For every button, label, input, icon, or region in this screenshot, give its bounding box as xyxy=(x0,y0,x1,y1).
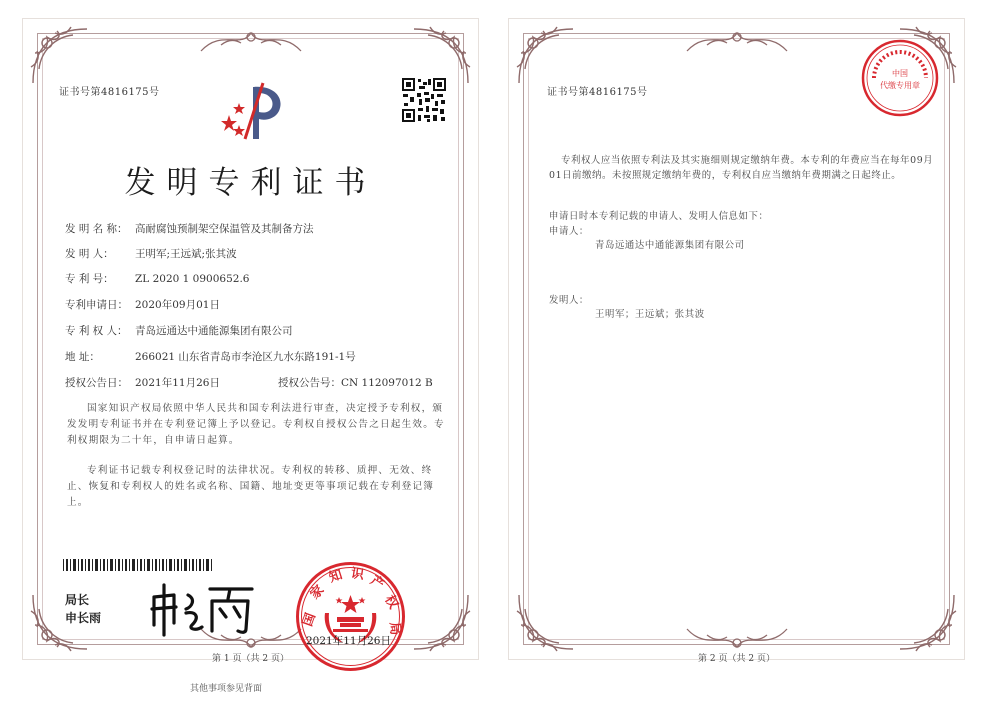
svg-text:中国: 中国 xyxy=(892,69,908,78)
legal-status-paragraph: 专利证书记载专利权登记时的法律状况。专利权的转移、质押、无效、终止、恢复和专利权人的姓名或名称、国籍、地址变更等事项记载在专利登记簿上。 xyxy=(67,465,434,508)
inventor-value: 王明军；王远斌；张其波 xyxy=(595,309,705,320)
field-value: CN 112097012 B xyxy=(341,377,433,389)
field-label: 地 址： xyxy=(65,351,100,363)
field-grant-number xyxy=(278,375,433,390)
field-inventor xyxy=(65,246,237,261)
signer-name: 申长雨 xyxy=(65,611,102,625)
barcode-icon xyxy=(63,559,213,571)
handwritten-signature xyxy=(148,579,258,639)
field-value: 266021 山东省青岛市李沧区九水东路191-1号 xyxy=(135,351,356,363)
page-number: 第 2 页（共 2 页） xyxy=(698,654,775,664)
page-number: 第 1 页（共 2 页） xyxy=(212,654,289,664)
fee-payment-seal-icon xyxy=(860,38,940,118)
top-flourish-icon xyxy=(191,23,311,57)
qr-code-icon xyxy=(401,77,447,123)
applicant-label: 申请人： xyxy=(549,226,589,237)
svg-text:产: 产 xyxy=(367,573,387,594)
field-label: 发 明 名 称： xyxy=(65,223,128,235)
svg-text:国: 国 xyxy=(300,611,319,629)
certificate-number: 证书号第4816175号 xyxy=(547,87,648,98)
field-application-date xyxy=(65,297,220,312)
inventor-label: 发明人： xyxy=(549,295,589,306)
field-address xyxy=(65,349,356,364)
corner-ornament-icon xyxy=(890,585,960,655)
field-value: ZL 2020 1 0900652.6 xyxy=(135,273,250,285)
top-flourish-icon xyxy=(677,23,797,57)
patent-office-logo-icon xyxy=(219,79,289,141)
field-value: 2020年09月01日 xyxy=(135,299,220,311)
svg-text:局: 局 xyxy=(386,621,403,636)
info-heading: 申请日时本专利记载的申请人、发明人信息如下： xyxy=(549,211,769,222)
annual-fee-paragraph: 专利权人应当依照专利法及其实施细则规定缴纳年费。本专利的年费应当在每年09月01日前缴纳。未按照规定缴纳年费的，专利权自应当缴纳年费期满之日起终止。 xyxy=(549,155,934,181)
field-label: 专 利 权 人： xyxy=(65,325,128,337)
svg-text:权: 权 xyxy=(381,592,401,612)
field-value: 青岛远通达中通能源集团有限公司 xyxy=(135,325,293,337)
field-value: 王明军;王远斌;张其波 xyxy=(135,248,237,260)
certificate-number: 证书号第4816175号 xyxy=(59,87,160,98)
field-patent-number xyxy=(65,271,249,286)
svg-text:识: 识 xyxy=(349,566,365,583)
certificate-front-page xyxy=(22,18,479,664)
svg-text:家: 家 xyxy=(307,582,328,603)
field-label: 发 明 人： xyxy=(65,248,114,260)
corner-ornament-icon xyxy=(513,585,583,655)
page-title: 发明专利证书 xyxy=(124,165,377,201)
grant-statement-paragraph: 国家知识产权局依照中华人民共和国专利法进行审查，决定授予专利权，颁发发明专利证书并在专利登记簿上予以登记。专利权自授权公告之日起生效。专利权期限为二十年，自申请日起算。 xyxy=(67,403,445,446)
field-label: 专 利 号： xyxy=(65,273,114,285)
svg-text:知: 知 xyxy=(327,567,345,586)
field-patentee xyxy=(65,323,293,338)
page-inner-border xyxy=(528,38,945,640)
applicant-value: 青岛远通达中通能源集团有限公司 xyxy=(595,240,745,251)
signer-role: 局长 xyxy=(65,593,90,607)
field-invention-name xyxy=(65,221,314,236)
field-label: 授权公告号： xyxy=(278,377,341,389)
seal-date: 2021年11月26日 xyxy=(306,635,391,647)
footnote: 其他事项参见背面 xyxy=(190,684,263,694)
svg-text:代缴专用章: 代缴专用章 xyxy=(880,81,920,90)
field-value: 高耐腐蚀预制架空保温管及其制备方法 xyxy=(135,223,314,235)
field-label: 专利申请日： xyxy=(65,299,128,311)
field-value: 2021年11月26日 xyxy=(135,377,220,389)
corner-ornament-icon xyxy=(404,585,474,655)
field-grant-date xyxy=(65,375,220,390)
field-label: 授权公告日： xyxy=(65,377,128,389)
